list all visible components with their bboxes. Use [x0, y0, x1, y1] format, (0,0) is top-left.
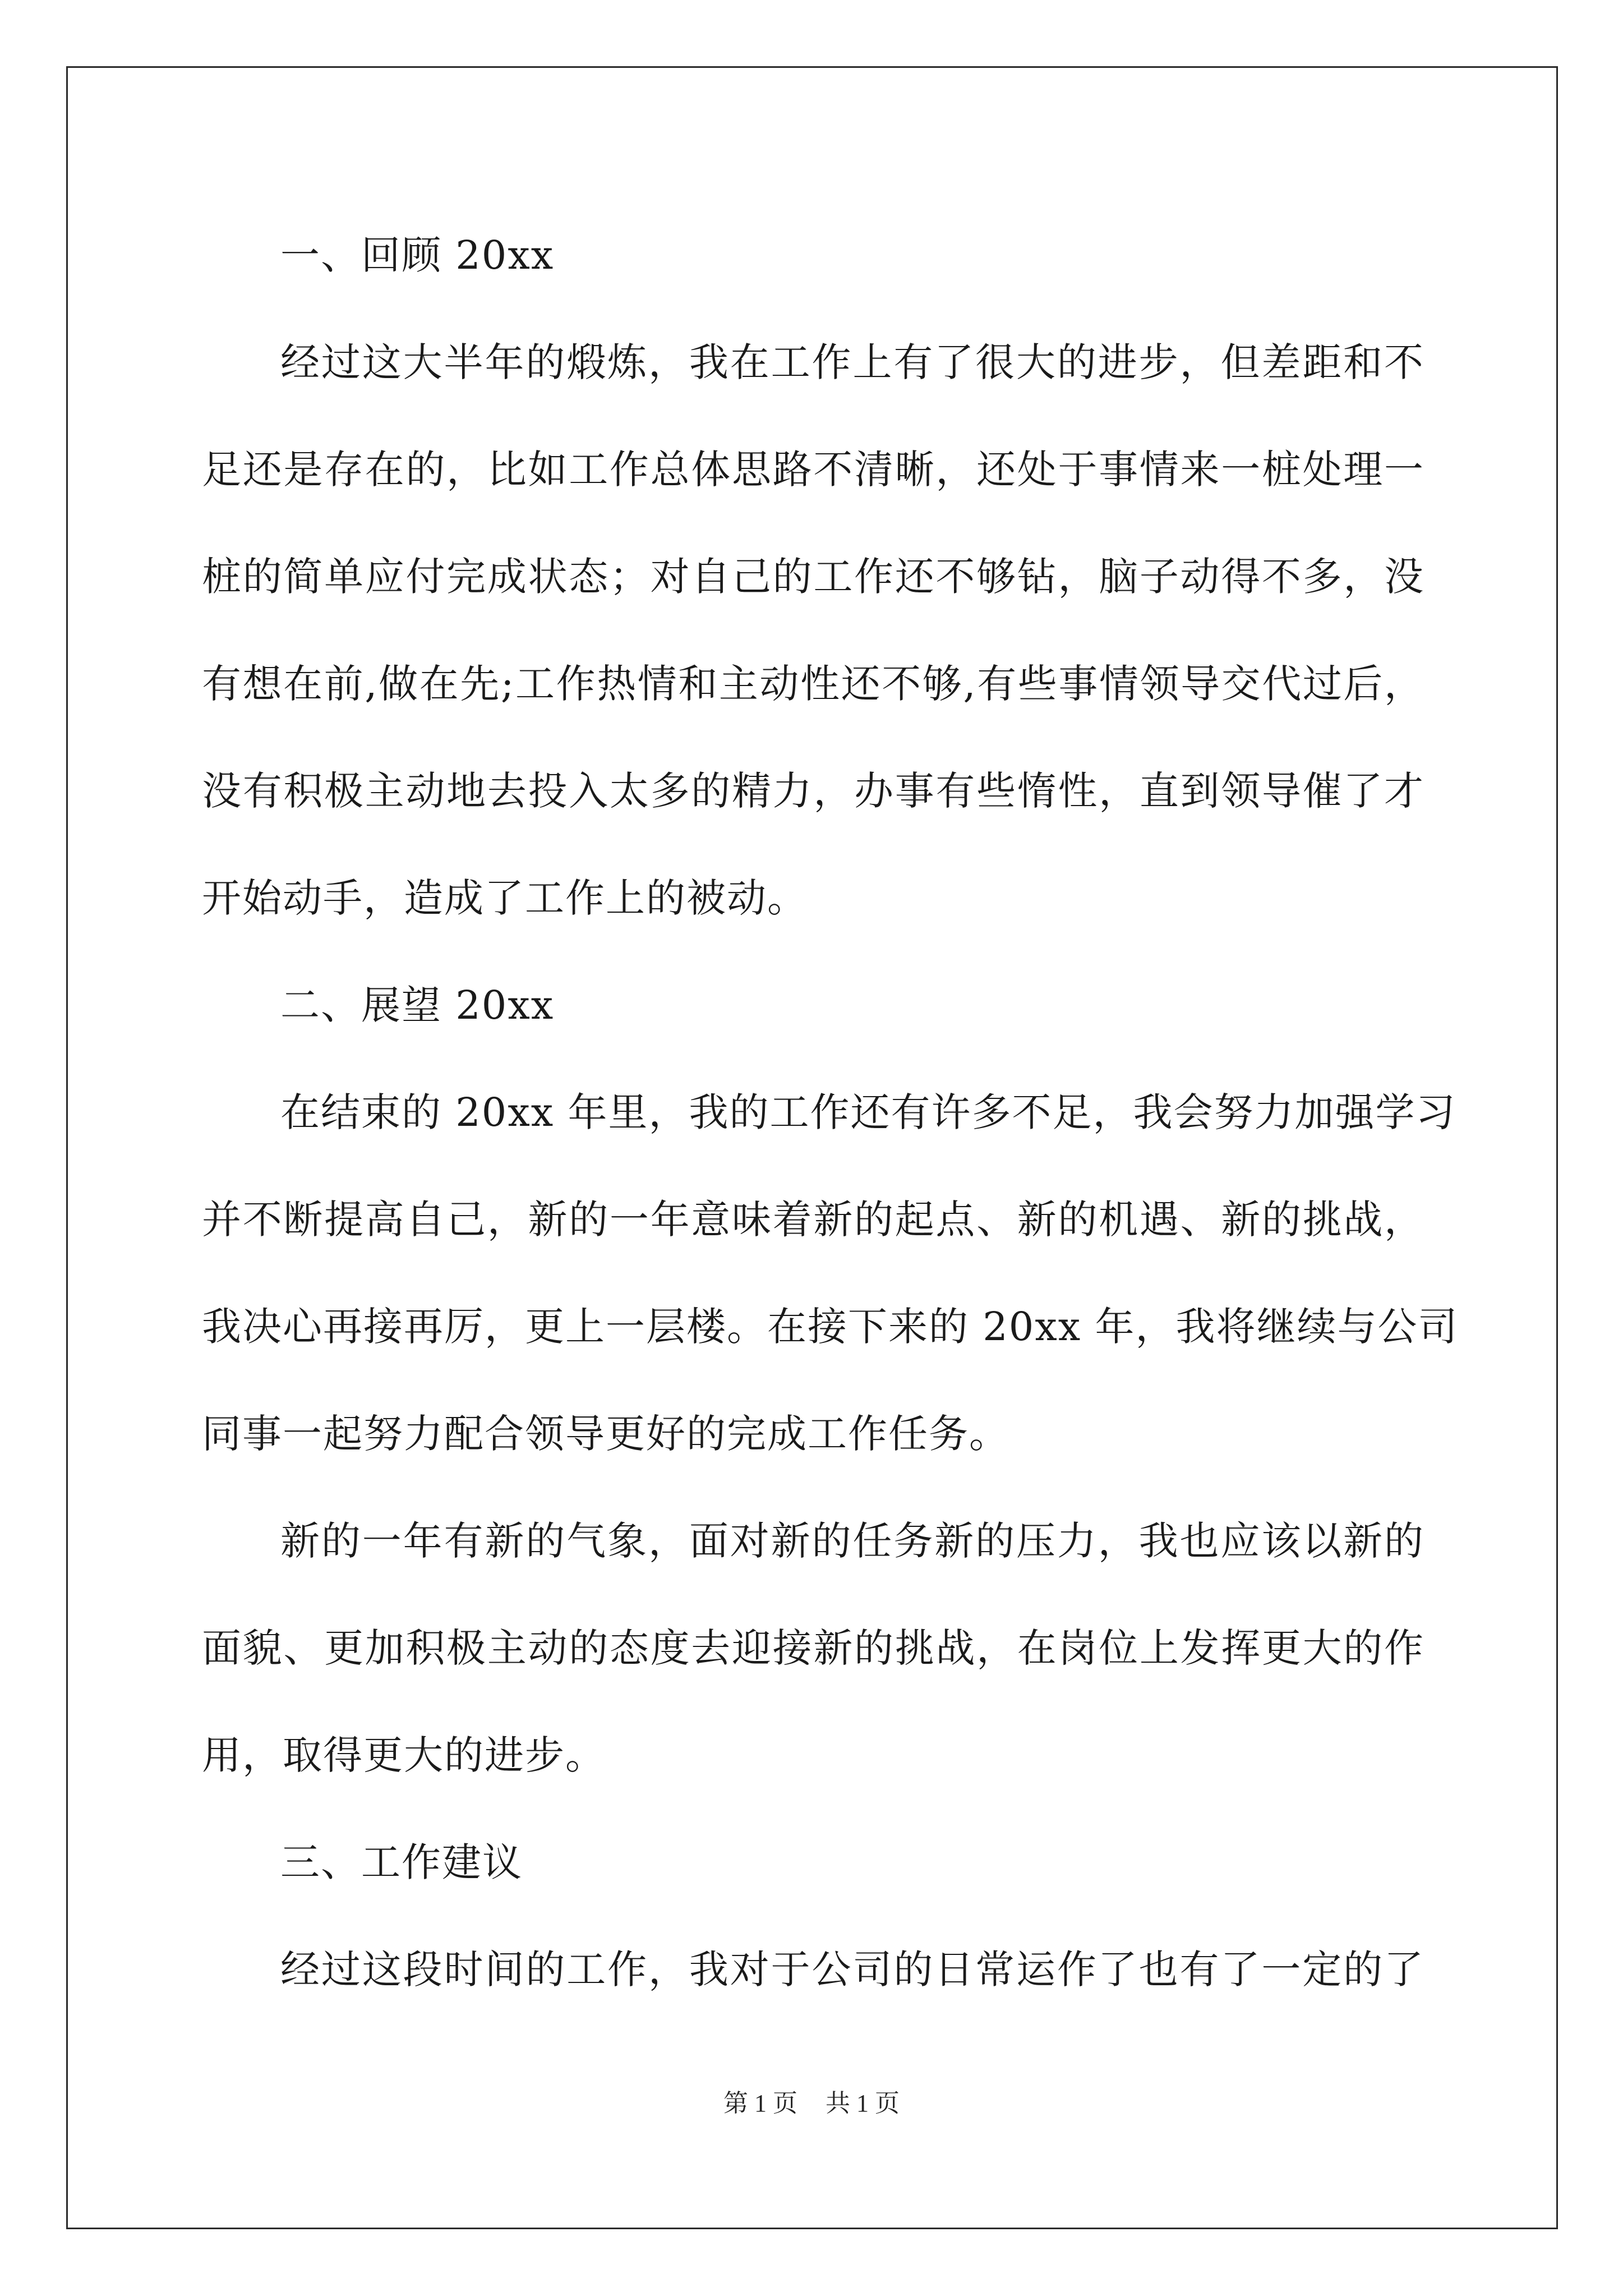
text-line: 用，取得更大的进步。 — [202, 1732, 606, 1778]
text-line: 在结束的 20xx 年里，我的工作还有许多不足，我会努力加强学习 — [280, 1089, 1456, 1135]
document-body — [202, 202, 1459, 2023]
page-number: 第 1 页 — [723, 2090, 797, 2117]
text-line: 新的一年有新的气象，面对新的任务新的压力，我也应该以新的 — [280, 1518, 1424, 1564]
text-line: 有想在前,做在先;工作热情和主动性还不够,有些事情领导交代过后， — [202, 661, 1424, 707]
page-total: 共 1 页 — [826, 2090, 900, 2117]
text-line: 桩的简单应付完成状态；对自己的工作还不够钻，脑子动得不多，没 — [202, 554, 1424, 600]
text-line: 一、回顾 20xx — [280, 232, 555, 278]
text-line: 没有积极主动地去投入太多的精力，办事有些惰性，直到领导催了才 — [202, 768, 1424, 814]
page-footer — [0, 2087, 1623, 2120]
text-line: 二、展望 20xx — [280, 982, 555, 1028]
text-line: 三、工作建议 — [280, 1839, 523, 1885]
text-line: 开始动手，造成了工作上的被动。 — [202, 875, 808, 921]
text-line: 同事一起努力配合领导更好的完成工作任务。 — [202, 1411, 1009, 1457]
text-line: 经过这大半年的煅炼，我在工作上有了很大的进步，但差距和不 — [280, 339, 1424, 385]
text-line: 我决心再接再厉，更上一层楼。在接下来的 20xx 年，我将继续与公司 — [202, 1304, 1459, 1350]
text-line: 面貌、更加积极主动的态度去迎接新的挑战，在岗位上发挥更大的作 — [202, 1625, 1424, 1671]
text-line: 经过这段时间的工作，我对于公司的日常运作了也有了一定的了 — [280, 1947, 1424, 1993]
text-line: 足还是存在的，比如工作总体思路不清晰，还处于事情来一桩处理一 — [202, 447, 1424, 493]
text-line: 并不断提高自己，新的一年意味着新的起点、新的机遇、新的挑战， — [202, 1197, 1424, 1243]
